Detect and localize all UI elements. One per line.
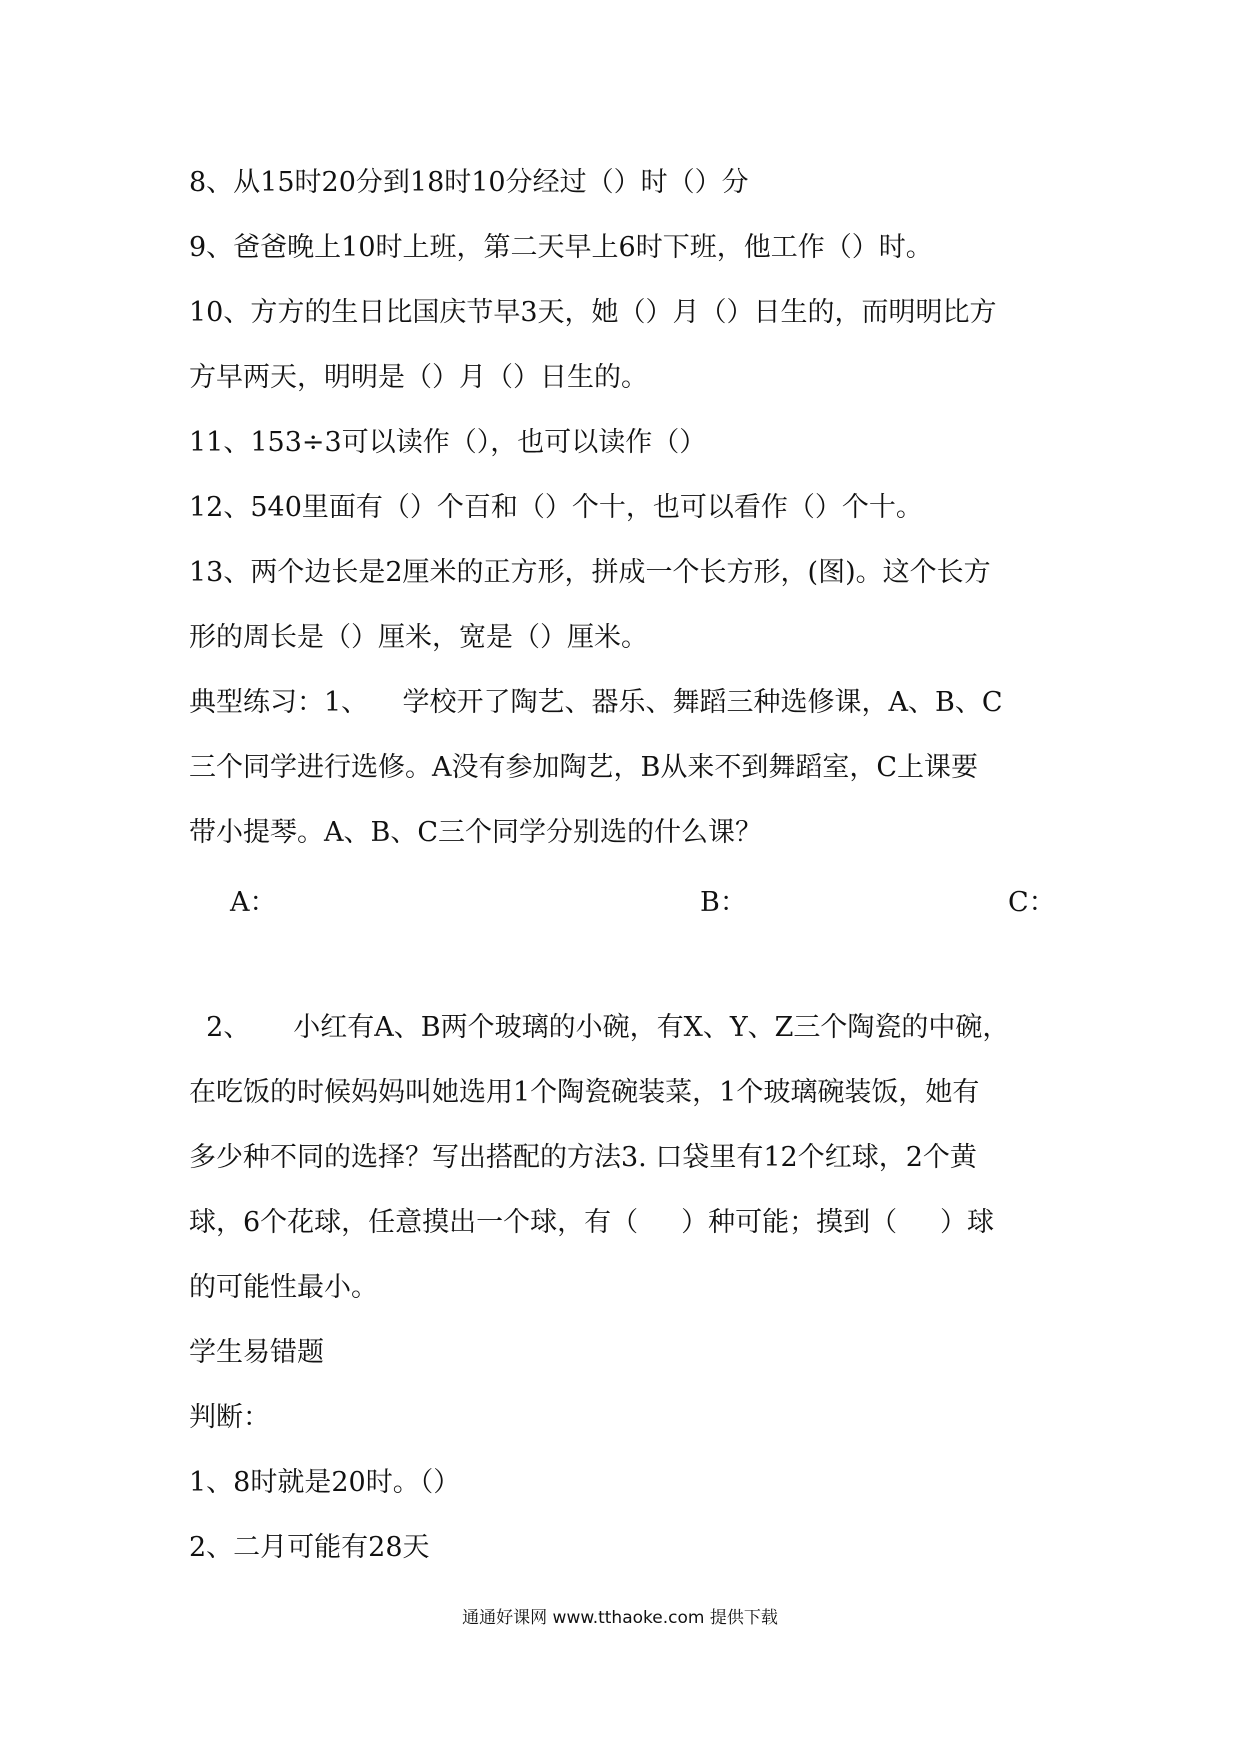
- practice-1-line-1: 典型练习：1、 学校开了陶艺、器乐、舞蹈三种选修课，A、B、C: [189, 687, 1003, 718]
- question-10-line-1: 10、方方的生日比国庆节早3天，她（）月（）日生的，而明明比方: [189, 297, 997, 328]
- question-10-line-2: 方早两天，明明是（）月（）日生的。: [189, 362, 648, 393]
- practice-3-line-2: 的可能性最小。: [189, 1272, 378, 1303]
- judge-item-2: 2、二月可能有28天: [189, 1532, 430, 1563]
- answer-label-b: B：: [700, 887, 747, 918]
- question-9: 9、爸爸晚上10时上班，第二天早上6时下班，他工作（）时。: [189, 232, 933, 263]
- judge-item-1: 1、8时就是20时。（）: [189, 1467, 461, 1498]
- practice-1-line-3: 带小提琴。A、B、C三个同学分别选的什么课？: [189, 817, 762, 848]
- question-13-line-2: 形的周长是（）厘米，宽是（）厘米。: [189, 622, 648, 653]
- question-8: 8、从15时20分到18时10分经过（）时（）分: [189, 167, 749, 198]
- practice-2-line-2: 在吃饭的时候妈妈叫她选用1个陶瓷碗装菜，1个玻璃碗装饭，她有: [189, 1077, 980, 1108]
- answer-label-c: C：: [1008, 887, 1056, 918]
- practice-3-line-1: 球，6个花球，任意摸出一个球，有（ ）种可能；摸到（ ）球: [189, 1207, 995, 1238]
- practice-2-line-1: 2、 小红有A、B两个玻璃的小碗，有X、Y、Z三个陶瓷的中碗，: [189, 1012, 1010, 1043]
- page-footer: 通通好课网 www.tthaoke.com 提供下载: [462, 1608, 778, 1628]
- answer-label-a: A：: [230, 887, 277, 918]
- question-13-line-1: 13、两个边长是2厘米的正方形，拼成一个长方形，(图)。这个长方: [189, 557, 991, 588]
- section-heading-judge: 判断：: [189, 1402, 270, 1433]
- practice-2-line-3: 多少种不同的选择？写出搭配的方法3. 口袋里有12个红球，2个黄: [189, 1142, 977, 1173]
- question-12: 12、540里面有（）个百和（）个十，也可以看作（）个十。: [189, 492, 923, 523]
- question-11: 11、153÷3可以读作（），也可以读作（）: [189, 427, 707, 458]
- practice-1-line-2: 三个同学进行选修。A没有参加陶艺，B从来不到舞蹈室，C上课要: [189, 752, 978, 783]
- section-heading-common-errors: 学生易错题: [189, 1337, 324, 1368]
